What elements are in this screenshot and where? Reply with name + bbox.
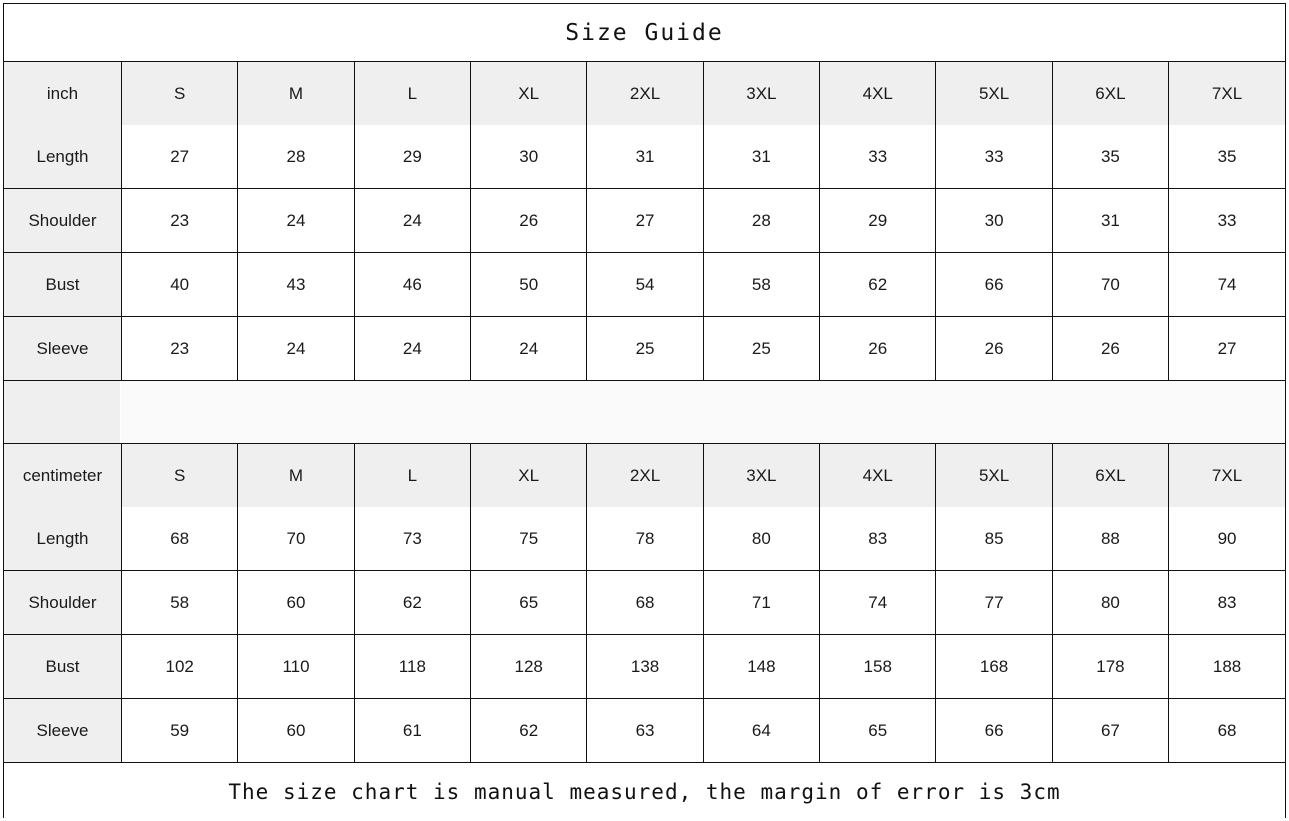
cell-value: 23 [122, 189, 238, 253]
cell-value: 31 [1052, 189, 1168, 253]
cell-value: 70 [1052, 253, 1168, 317]
size-tables [4, 62, 1285, 762]
column-header-3xl: 3XL [703, 444, 819, 507]
column-header-4xl: 4XL [820, 62, 936, 125]
row-label-length: Length [4, 507, 122, 571]
cell-value: 27 [587, 189, 703, 253]
cell-value: 83 [1169, 571, 1285, 635]
column-header-l: L [354, 62, 470, 125]
column-header-6xl: 6XL [1052, 444, 1168, 507]
table-body-inch [4, 125, 1285, 380]
cell-value: 80 [1052, 571, 1168, 635]
table-row [4, 253, 1285, 317]
cell-value: 77 [936, 571, 1052, 635]
page-title [4, 4, 1285, 62]
cell-value: 68 [1169, 699, 1285, 763]
table-header-centimeter [4, 444, 1285, 507]
row-label-sleeve: Sleeve [4, 699, 122, 763]
table-row [4, 317, 1285, 381]
column-header-7xl: 7XL [1169, 62, 1285, 125]
cell-value: 30 [471, 125, 587, 189]
cell-value: 67 [1052, 699, 1168, 763]
cell-value: 80 [703, 507, 819, 571]
column-header-6xl: 6XL [1052, 62, 1168, 125]
cell-value: 26 [471, 189, 587, 253]
cell-value: 24 [354, 317, 470, 381]
cell-value: 62 [471, 699, 587, 763]
table-row [4, 699, 1285, 763]
table-header-inch [4, 62, 1285, 125]
footer-note-text: The size chart is manual measured, the margin of error is 3cm [228, 779, 1061, 804]
table-row [4, 635, 1285, 699]
cell-value: 68 [122, 507, 238, 571]
column-header-l: L [354, 444, 470, 507]
cell-value: 74 [820, 571, 936, 635]
cell-value: 28 [703, 189, 819, 253]
cell-value: 27 [122, 125, 238, 189]
table-row [4, 444, 1285, 507]
cell-value: 90 [1169, 507, 1285, 571]
cell-value: 128 [471, 635, 587, 699]
cell-value: 24 [238, 189, 354, 253]
unit-label-inch: inch [4, 62, 122, 125]
cell-value: 75 [471, 507, 587, 571]
cell-value: 29 [820, 189, 936, 253]
cell-value: 158 [820, 635, 936, 699]
cell-value: 168 [936, 635, 1052, 699]
cell-value: 63 [587, 699, 703, 763]
table-row [4, 571, 1285, 635]
cell-value: 110 [238, 635, 354, 699]
cell-value: 62 [354, 571, 470, 635]
cell-value: 71 [703, 571, 819, 635]
cell-value: 46 [354, 253, 470, 317]
cell-value: 66 [936, 253, 1052, 317]
cell-value: 62 [820, 253, 936, 317]
cell-value: 58 [122, 571, 238, 635]
cell-value: 102 [122, 635, 238, 699]
cell-value: 29 [354, 125, 470, 189]
cell-value: 70 [238, 507, 354, 571]
cell-value: 35 [1052, 125, 1168, 189]
cell-value: 78 [587, 507, 703, 571]
column-header-s: S [122, 444, 238, 507]
cell-value: 60 [238, 571, 354, 635]
column-header-m: M [238, 62, 354, 125]
row-label-length: Length [4, 125, 122, 189]
cell-value: 118 [354, 635, 470, 699]
cell-value: 24 [471, 317, 587, 381]
cell-value: 54 [587, 253, 703, 317]
cell-value: 83 [820, 507, 936, 571]
cell-value: 25 [703, 317, 819, 381]
column-header-7xl: 7XL [1169, 444, 1285, 507]
column-header-s: S [122, 62, 238, 125]
cell-value: 74 [1169, 253, 1285, 317]
row-label-bust: Bust [4, 253, 122, 317]
table-row [4, 189, 1285, 253]
cell-value: 33 [820, 125, 936, 189]
cell-value: 66 [936, 699, 1052, 763]
cell-value: 26 [1052, 317, 1168, 381]
footer-note [4, 762, 1285, 820]
row-label-shoulder: Shoulder [4, 189, 122, 253]
column-header-2xl: 2XL [587, 62, 703, 125]
column-header-5xl: 5XL [936, 444, 1052, 507]
table-row [4, 125, 1285, 189]
cell-value: 31 [703, 125, 819, 189]
cell-value: 26 [820, 317, 936, 381]
size-table-centimeter [4, 444, 1285, 762]
cell-value: 30 [936, 189, 1052, 253]
cell-value: 58 [703, 253, 819, 317]
cell-value: 25 [587, 317, 703, 381]
column-header-m: M [238, 444, 354, 507]
size-table-inch [4, 62, 1285, 380]
cell-value: 23 [122, 317, 238, 381]
cell-value: 148 [703, 635, 819, 699]
cell-value: 40 [122, 253, 238, 317]
cell-value: 178 [1052, 635, 1168, 699]
cell-value: 73 [354, 507, 470, 571]
cell-value: 35 [1169, 125, 1285, 189]
cell-value: 33 [1169, 189, 1285, 253]
cell-value: 27 [1169, 317, 1285, 381]
column-header-2xl: 2XL [587, 444, 703, 507]
cell-value: 33 [936, 125, 1052, 189]
unit-label-centimeter: centimeter [4, 444, 122, 507]
table-row [4, 507, 1285, 571]
cell-value: 31 [587, 125, 703, 189]
cell-value: 60 [238, 699, 354, 763]
cell-value: 61 [354, 699, 470, 763]
cell-value: 68 [587, 571, 703, 635]
cell-value: 85 [936, 507, 1052, 571]
cell-value: 65 [820, 699, 936, 763]
cell-value: 88 [1052, 507, 1168, 571]
cell-value: 188 [1169, 635, 1285, 699]
cell-value: 138 [587, 635, 703, 699]
table-row [4, 62, 1285, 125]
cell-value: 24 [238, 317, 354, 381]
cell-value: 26 [936, 317, 1052, 381]
separator-label-cell [4, 381, 121, 443]
cell-value: 59 [122, 699, 238, 763]
row-label-shoulder: Shoulder [4, 571, 122, 635]
column-header-xl: XL [471, 62, 587, 125]
row-label-bust: Bust [4, 635, 122, 699]
cell-value: 43 [238, 253, 354, 317]
cell-value: 28 [238, 125, 354, 189]
column-header-3xl: 3XL [703, 62, 819, 125]
separator-body [121, 381, 1285, 443]
table-body-centimeter [4, 507, 1285, 762]
column-header-xl: XL [471, 444, 587, 507]
column-header-5xl: 5XL [936, 62, 1052, 125]
column-header-4xl: 4XL [820, 444, 936, 507]
cell-value: 64 [703, 699, 819, 763]
page-title-text: Size Guide [565, 19, 724, 46]
size-guide-container [3, 3, 1286, 818]
cell-value: 65 [471, 571, 587, 635]
row-label-sleeve: Sleeve [4, 317, 122, 381]
table-separator [4, 380, 1285, 444]
cell-value: 24 [354, 189, 470, 253]
cell-value: 50 [471, 253, 587, 317]
